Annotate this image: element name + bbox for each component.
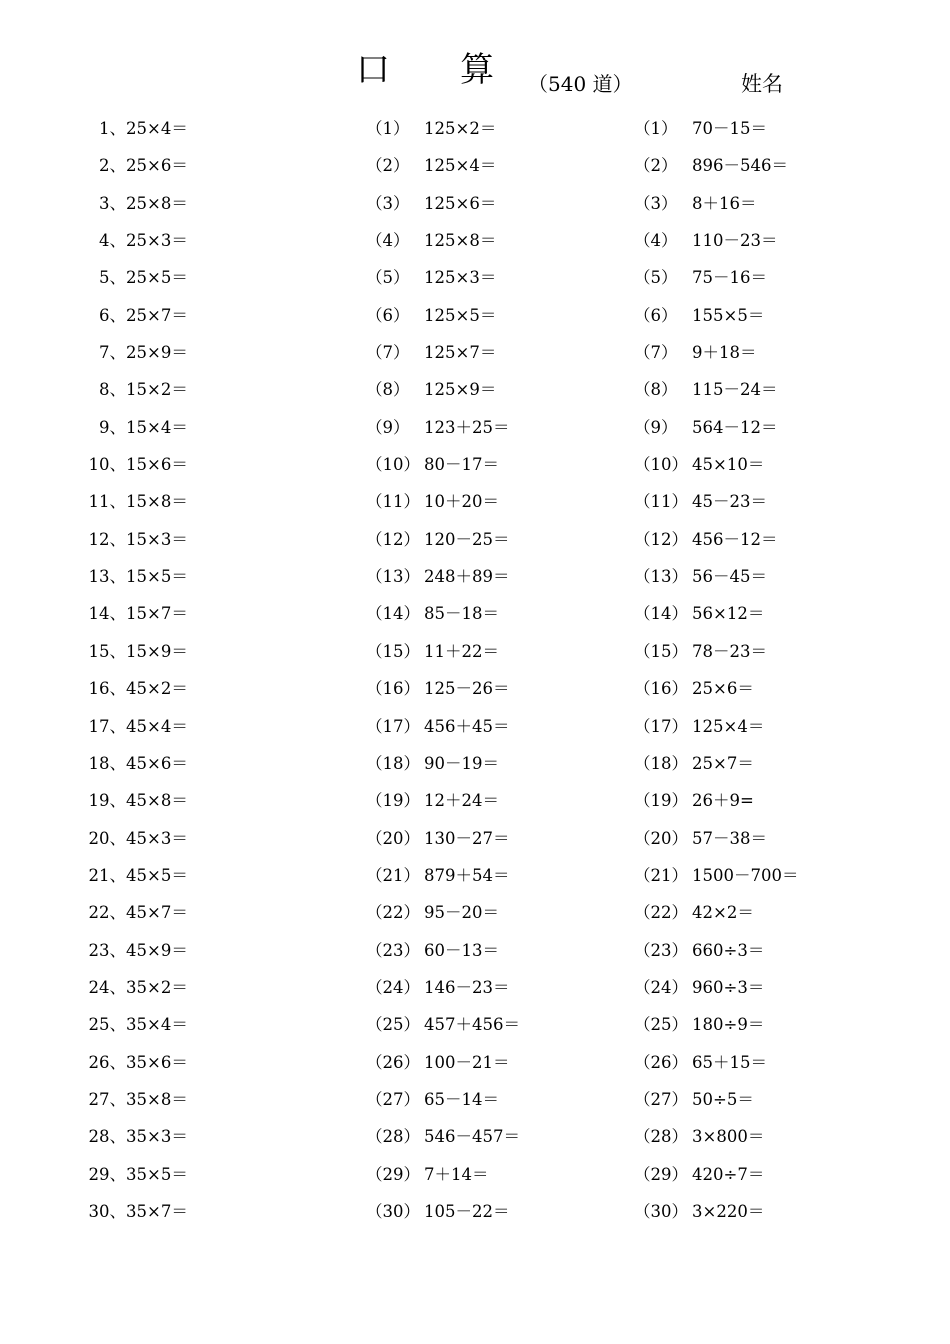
problem-row: [634, 864, 799, 901]
problem-row: [88, 901, 188, 938]
problem-number: 19、: [88, 791, 126, 811]
problem-expression: 546－457＝: [424, 1127, 520, 1147]
problem-row: [366, 827, 520, 864]
problem-row: [88, 976, 188, 1013]
problem-number: （1）: [366, 119, 410, 138]
problem-row: [366, 565, 520, 602]
problem-expression: 15×9＝: [126, 641, 188, 661]
problem-number: （11）: [366, 492, 420, 512]
problem-number: （6）: [634, 305, 678, 325]
problem-expression: 35×2＝: [126, 977, 188, 997]
problem-row: [88, 1200, 188, 1237]
problem-number: （23）: [634, 940, 688, 960]
problem-number: 29、: [88, 1164, 126, 1184]
problem-row: [88, 715, 188, 752]
problem-expression: 125×7＝: [424, 343, 497, 363]
problem-row: [88, 304, 188, 341]
problem-expression: 125×4＝: [424, 156, 497, 176]
problem-number: （8）: [634, 380, 678, 400]
problem-expression: 25×6＝: [692, 679, 754, 699]
problem-row: [634, 1013, 799, 1050]
problem-row: [634, 1163, 799, 1200]
problem-number: （12）: [634, 529, 688, 549]
problem-number: （6）: [366, 305, 410, 325]
problem-expression: 25×7＝: [126, 305, 188, 325]
problem-expression: 45×9＝: [126, 940, 188, 960]
problem-expression: 45×8＝: [126, 791, 188, 811]
problem-row: [634, 416, 799, 453]
problem-row: [366, 901, 520, 938]
problem-expression: 35×7＝: [126, 1201, 188, 1221]
problem-expression: 42×2＝: [692, 903, 754, 923]
problem-number: （15）: [634, 641, 688, 661]
problem-number: （4）: [366, 231, 410, 251]
problem-row: [88, 677, 188, 714]
problem-number: 17、: [88, 716, 126, 736]
problem-number: （18）: [634, 753, 688, 773]
problem-row: [366, 939, 520, 976]
problem-number: （10）: [366, 455, 420, 475]
problem-number: （22）: [366, 903, 420, 923]
problem-row: [88, 602, 188, 639]
problem-row: [634, 266, 799, 303]
problem-number: 8、: [99, 380, 126, 400]
problem-number: （29）: [366, 1164, 420, 1184]
problem-expression: 85－18＝: [424, 604, 499, 624]
problem-row: [634, 640, 799, 677]
problem-expression: 25×5＝: [126, 268, 188, 288]
problem-number: 30、: [88, 1201, 126, 1221]
problem-number: 10、: [88, 455, 126, 475]
problem-row: [634, 1125, 799, 1162]
title-char-kou: 口: [356, 50, 390, 90]
problem-row: [634, 1051, 799, 1088]
problem-number: （30）: [634, 1201, 688, 1221]
problem-row: [366, 602, 520, 639]
problem-expression: 15×8＝: [126, 492, 188, 512]
problem-expression: 7＋14＝: [424, 1164, 489, 1184]
problem-row: [366, 304, 520, 341]
problem-row: [366, 1013, 520, 1050]
problem-number: （24）: [634, 977, 688, 997]
problem-expression: 15×5＝: [126, 567, 188, 587]
problem-number: （14）: [634, 604, 688, 624]
problem-column-3: [634, 117, 799, 1237]
problem-expression: 45×7＝: [126, 903, 188, 923]
problem-row: [366, 1088, 520, 1125]
problem-row: [88, 528, 188, 565]
problem-expression: 45×5＝: [126, 865, 188, 885]
problem-expression: 100－21＝: [424, 1052, 510, 1072]
problem-row: [634, 192, 799, 229]
problem-row: [366, 229, 520, 266]
problem-number: （9）: [634, 417, 678, 437]
problem-count-label: （540 道）: [528, 72, 633, 96]
problem-number: （17）: [634, 716, 688, 736]
problem-expression: 45×10＝: [692, 455, 765, 475]
problem-expression: 125×2＝: [424, 119, 497, 138]
problem-expression: 3×800＝: [692, 1127, 765, 1147]
problem-row: [366, 416, 520, 453]
problem-number: （7）: [634, 343, 678, 363]
problem-number: 2、: [99, 156, 126, 176]
problem-number: （27）: [634, 1089, 688, 1109]
problem-expression: 57－38＝: [692, 828, 767, 848]
problem-number: （27）: [366, 1089, 420, 1109]
problem-expression: 115－24＝: [692, 380, 778, 400]
problem-row: [634, 602, 799, 639]
problem-number: （19）: [634, 791, 688, 811]
problem-number: （15）: [366, 641, 420, 661]
problem-number: 5、: [99, 268, 126, 288]
problem-number: （21）: [366, 865, 420, 885]
problem-row: [366, 528, 520, 565]
problem-expression: 960÷3＝: [692, 977, 765, 997]
problem-expression: 10＋20＝: [424, 492, 499, 512]
problem-row: [634, 229, 799, 266]
problem-expression: 35×8＝: [126, 1089, 188, 1109]
problem-number: （13）: [366, 567, 420, 587]
problem-row: [88, 490, 188, 527]
problem-number: 26、: [88, 1052, 126, 1072]
problem-expression: 125－26＝: [424, 679, 510, 699]
problem-row: [88, 565, 188, 602]
problem-row: [634, 565, 799, 602]
problem-number: 11、: [88, 492, 126, 512]
problem-number: 3、: [99, 193, 126, 213]
problem-row: [88, 1088, 188, 1125]
problem-number: （3）: [634, 193, 678, 213]
problem-expression: 248＋89＝: [424, 567, 510, 587]
problem-number: （18）: [366, 753, 420, 773]
problem-row: [634, 490, 799, 527]
problem-row: [88, 341, 188, 378]
page-title: [356, 42, 494, 91]
problem-expression: 50÷5＝: [692, 1089, 754, 1109]
problem-expression: 896－546＝: [692, 156, 788, 176]
problem-number: 21、: [88, 865, 126, 885]
problem-expression: 65＋15＝: [692, 1052, 767, 1072]
problem-expression: 78－23＝: [692, 641, 767, 661]
problem-row: [88, 752, 188, 789]
problem-number: 27、: [88, 1089, 126, 1109]
problem-expression: 25×6＝: [126, 156, 188, 176]
problem-number: （14）: [366, 604, 420, 624]
problem-row: [634, 453, 799, 490]
problem-row: [366, 490, 520, 527]
problem-number: （16）: [634, 679, 688, 699]
problem-row: [366, 715, 520, 752]
problem-expression: 125×9＝: [424, 380, 497, 400]
problem-row: [634, 715, 799, 752]
problem-expression: 456＋45＝: [424, 716, 510, 736]
problem-row: [366, 1051, 520, 1088]
problem-number: （20）: [634, 828, 688, 848]
problem-row: [366, 677, 520, 714]
problem-expression: 125×6＝: [424, 193, 497, 213]
problem-expression: 25×9＝: [126, 343, 188, 363]
problem-number: （16）: [366, 679, 420, 699]
problem-number: （1）: [634, 119, 678, 138]
problem-row: [88, 266, 188, 303]
problem-expression: 8＋16＝: [692, 193, 757, 213]
problem-expression: 95－20＝: [424, 903, 499, 923]
problem-expression: 35×4＝: [126, 1015, 188, 1035]
problem-number: （24）: [366, 977, 420, 997]
problem-expression: 3×220＝: [692, 1201, 765, 1221]
problem-expression: 420÷7＝: [692, 1164, 765, 1184]
problem-row: [634, 976, 799, 1013]
problem-expression: 146－23＝: [424, 977, 510, 997]
problem-row: [634, 378, 799, 415]
problem-row: [366, 1163, 520, 1200]
problem-number: （25）: [634, 1015, 688, 1035]
problem-number: （17）: [366, 716, 420, 736]
problem-expression: 45×3＝: [126, 828, 188, 848]
problem-number: （30）: [366, 1201, 420, 1221]
problem-number: （5）: [634, 268, 678, 288]
problem-row: [88, 1125, 188, 1162]
problem-row: [88, 416, 188, 453]
problem-row: [366, 976, 520, 1013]
problem-row: [366, 789, 520, 826]
problem-row: [88, 453, 188, 490]
problem-number: 20、: [88, 828, 126, 848]
problem-expression: 120－25＝: [424, 529, 510, 549]
problem-expression: 26＋9=: [692, 791, 754, 811]
problem-number: （9）: [366, 417, 410, 437]
problem-expression: 35×5＝: [126, 1164, 188, 1184]
problem-row: [88, 789, 188, 826]
problem-row: [634, 304, 799, 341]
problem-number: 22、: [88, 903, 126, 923]
problem-expression: 56×12＝: [692, 604, 765, 624]
problem-expression: 125×3＝: [424, 268, 497, 288]
problem-expression: 660÷3＝: [692, 940, 765, 960]
problem-column-2: [366, 117, 520, 1237]
problem-expression: 75－16＝: [692, 268, 767, 288]
problem-expression: 15×2＝: [126, 380, 188, 400]
problem-expression: 90－19＝: [424, 753, 499, 773]
problem-expression: 879＋54＝: [424, 865, 510, 885]
problem-expression: 155×5＝: [692, 305, 765, 325]
problem-row: [366, 117, 520, 154]
problem-number: 28、: [88, 1127, 126, 1147]
problem-row: [366, 453, 520, 490]
problem-row: [634, 901, 799, 938]
problem-number: （4）: [634, 231, 678, 251]
problem-expression: 35×3＝: [126, 1127, 188, 1147]
problem-row: [366, 378, 520, 415]
problem-expression: 45×4＝: [126, 716, 188, 736]
problem-row: [366, 341, 520, 378]
problem-expression: 80－17＝: [424, 455, 499, 475]
problem-expression: 9＋18＝: [692, 343, 757, 363]
problem-row: [634, 154, 799, 191]
problem-row: [88, 1163, 188, 1200]
problem-expression: 25×7＝: [692, 753, 754, 773]
problem-row: [88, 229, 188, 266]
problem-row: [634, 752, 799, 789]
problem-number: （3）: [366, 193, 410, 213]
problem-expression: 125×4＝: [692, 716, 765, 736]
problem-number: 25、: [88, 1015, 126, 1035]
problem-row: [366, 266, 520, 303]
problem-expression: 123＋25＝: [424, 417, 510, 437]
problem-row: [634, 939, 799, 976]
problem-expression: 110－23＝: [692, 231, 778, 251]
problem-number: 13、: [88, 567, 126, 587]
problem-expression: 60－13＝: [424, 940, 499, 960]
problem-number: （2）: [634, 156, 678, 176]
problem-expression: 25×4＝: [126, 119, 188, 138]
problem-expression: 15×6＝: [126, 455, 188, 475]
problem-number: （12）: [366, 529, 420, 549]
problem-number: （10）: [634, 455, 688, 475]
problem-expression: 125×5＝: [424, 305, 497, 325]
problem-number: （5）: [366, 268, 410, 288]
problem-expression: 15×7＝: [126, 604, 188, 624]
problem-number: （8）: [366, 380, 410, 400]
problem-row: [88, 192, 188, 229]
problem-number: 23、: [88, 940, 126, 960]
problem-number: 12、: [88, 529, 126, 549]
problem-number: （11）: [634, 492, 688, 512]
problem-number: （28）: [634, 1127, 688, 1147]
problem-expression: 56－45＝: [692, 567, 767, 587]
problem-expression: 1500－700＝: [692, 865, 799, 885]
problem-number: （13）: [634, 567, 688, 587]
name-label: 姓名: [741, 72, 783, 96]
problem-expression: 70－15＝: [692, 119, 767, 138]
problem-number: 4、: [99, 231, 126, 251]
problem-expression: 35×6＝: [126, 1052, 188, 1072]
problem-number: 18、: [88, 753, 126, 773]
problem-row: [366, 192, 520, 229]
problem-number: （25）: [366, 1015, 420, 1035]
problem-expression: 15×4＝: [126, 417, 188, 437]
problem-row: [88, 640, 188, 677]
problem-row: [88, 154, 188, 191]
problem-expression: 130－27＝: [424, 828, 510, 848]
problem-expression: 105－22＝: [424, 1201, 510, 1221]
problem-row: [366, 1200, 520, 1237]
problem-number: （28）: [366, 1127, 420, 1147]
problem-row: [634, 677, 799, 714]
problem-row: [634, 827, 799, 864]
problem-row: [88, 378, 188, 415]
problem-row: [88, 827, 188, 864]
problem-row: [366, 1125, 520, 1162]
problem-row: [634, 117, 799, 154]
problem-row: [88, 1051, 188, 1088]
problem-expression: 457＋456＝: [424, 1015, 520, 1035]
problem-expression: 65－14＝: [424, 1089, 499, 1109]
problem-number: 1、: [99, 119, 126, 138]
problem-expression: 180÷9＝: [692, 1015, 765, 1035]
problem-row: [88, 117, 188, 154]
problem-row: [634, 1088, 799, 1125]
problem-row: [88, 864, 188, 901]
problem-expression: 125×8＝: [424, 231, 497, 251]
problem-number: （19）: [366, 791, 420, 811]
problem-number: 9、: [99, 417, 126, 437]
problem-row: [634, 341, 799, 378]
problem-expression: 25×8＝: [126, 193, 188, 213]
problem-number: （7）: [366, 343, 410, 363]
problem-expression: 45×6＝: [126, 753, 188, 773]
problem-number: （20）: [366, 828, 420, 848]
problem-row: [366, 154, 520, 191]
problem-number: 24、: [88, 977, 126, 997]
problem-number: （2）: [366, 156, 410, 176]
problem-row: [366, 640, 520, 677]
problem-number: 7、: [99, 343, 126, 363]
problem-row: [88, 1013, 188, 1050]
problem-number: 14、: [88, 604, 126, 624]
problem-expression: 45×2＝: [126, 679, 188, 699]
problem-number: 16、: [88, 679, 126, 699]
problem-expression: 12＋24＝: [424, 791, 499, 811]
problem-number: 15、: [88, 641, 126, 661]
problem-row: [634, 789, 799, 826]
problem-expression: 11＋22＝: [424, 641, 499, 661]
problem-number: （23）: [366, 940, 420, 960]
problem-column-1: [88, 117, 188, 1237]
problem-row: [366, 752, 520, 789]
problem-expression: 564－12＝: [692, 417, 778, 437]
problem-number: （26）: [366, 1052, 420, 1072]
problem-expression: 15×3＝: [126, 529, 188, 549]
problem-expression: 456－12＝: [692, 529, 778, 549]
problem-expression: 45－23＝: [692, 492, 767, 512]
problem-number: 6、: [99, 305, 126, 325]
problem-number: （21）: [634, 865, 688, 885]
problem-row: [366, 864, 520, 901]
problem-row: [88, 939, 188, 976]
problem-number: （22）: [634, 903, 688, 923]
problem-expression: 25×3＝: [126, 231, 188, 251]
problem-number: （26）: [634, 1052, 688, 1072]
problem-row: [634, 528, 799, 565]
title-char-suan: 算: [460, 50, 494, 90]
problem-row: [634, 1200, 799, 1237]
problem-number: （29）: [634, 1164, 688, 1184]
